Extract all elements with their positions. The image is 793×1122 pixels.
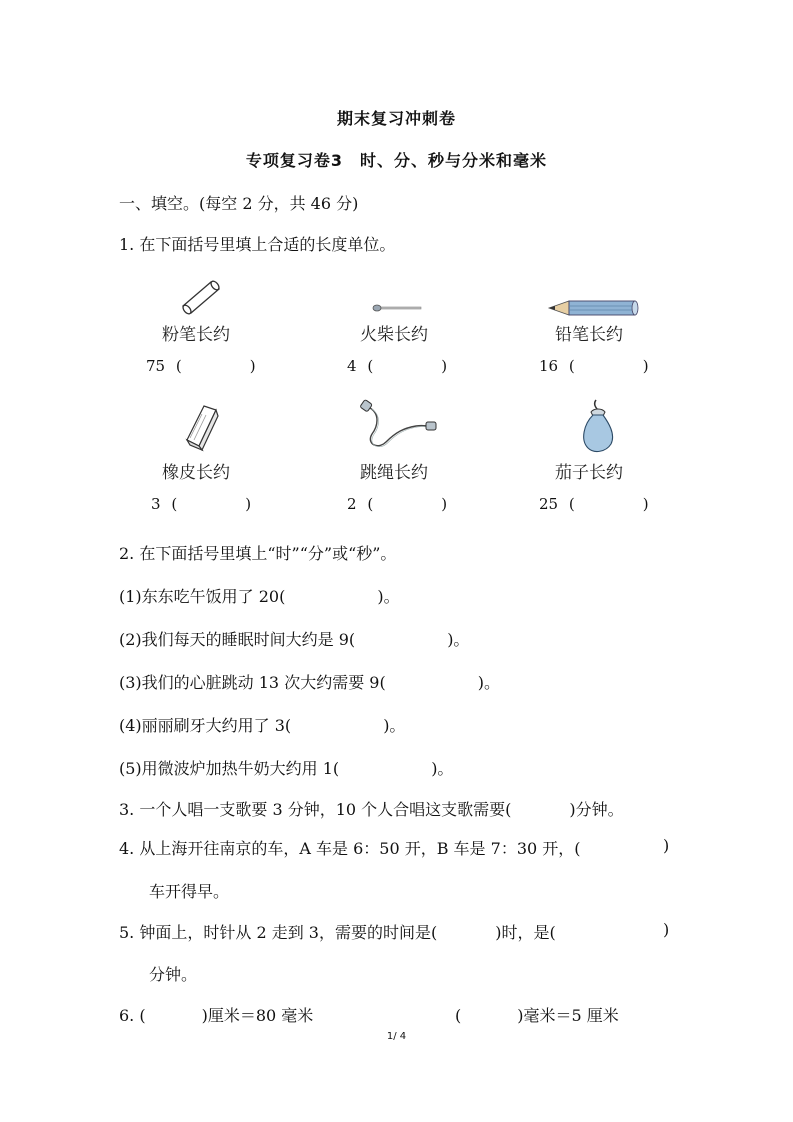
q5-text-2: )时，是( bbox=[495, 923, 556, 942]
q2-item-2-close: )。 bbox=[447, 630, 470, 649]
q3-line bbox=[119, 797, 624, 820]
q2-item-4-close: )。 bbox=[383, 716, 406, 735]
q6-right-text: )毫米＝5 厘米 bbox=[517, 1006, 619, 1025]
q2-item-4-text: (4)丽丽刷牙大约用了 3( bbox=[119, 716, 292, 735]
q2-item-1-close: )。 bbox=[377, 587, 400, 606]
q4-text: 4. 从上海开往南京的车，A 车是 6：50 开，B 车是 7：30 开，( bbox=[119, 839, 581, 858]
q6-left-text: )厘米＝80 毫米 bbox=[201, 1006, 314, 1025]
matchstick-icon bbox=[372, 303, 424, 313]
eggplant-icon bbox=[578, 396, 618, 454]
q1-number-matchstick: 4 bbox=[347, 357, 357, 375]
q1-number-eraser: 3 bbox=[151, 495, 161, 513]
q1-caption-matchstick: 火柴长约 bbox=[360, 325, 428, 345]
q1-number-jump-rope: 2 bbox=[347, 495, 357, 513]
q6-right bbox=[455, 1003, 619, 1026]
q2-item-3-close: )。 bbox=[477, 673, 500, 692]
q4-line-2: 车开得早。 bbox=[149, 882, 230, 901]
q2-item-1-text: (1)东东吃午饭用了 20( bbox=[119, 587, 286, 606]
q1-caption-eggplant: 茄子长约 bbox=[555, 463, 623, 483]
q2-prompt: 2. 在下面括号里填上“时”“分”或“秒”。 bbox=[119, 544, 397, 563]
q2-item-2-text: (2)我们每天的睡眠时间大约是 9( bbox=[119, 630, 356, 649]
section-heading: 一、填空。(每空 2 分，共 46 分) bbox=[119, 194, 359, 213]
q2-item-4 bbox=[119, 713, 405, 736]
q1-answer-jump-rope: 2 ( ) bbox=[347, 495, 448, 513]
q5-line-2: 分钟。 bbox=[149, 965, 198, 984]
q2-item-3-text: (3)我们的心脏跳动 13 次大约需要 9( bbox=[119, 673, 386, 692]
q1-caption-jump-rope: 跳绳长约 bbox=[360, 463, 428, 483]
q5-blank-2[interactable] bbox=[612, 920, 660, 940]
q1-caption-eraser: 橡皮长约 bbox=[162, 463, 230, 483]
page-title: 期末复习冲刺卷 bbox=[336, 109, 456, 128]
q2-item-3 bbox=[119, 670, 500, 693]
q4-close: ) bbox=[663, 836, 670, 855]
q5-line-1 bbox=[119, 920, 556, 943]
q1-number-eggplant: 25 bbox=[539, 495, 559, 513]
q1-caption-pencil: 铅笔长约 bbox=[555, 325, 623, 345]
q6-left-open: 6. ( bbox=[119, 1006, 146, 1025]
q5-close: ) bbox=[663, 920, 670, 939]
q1-prompt: 1. 在下面括号里填上合适的长度单位。 bbox=[119, 235, 396, 254]
q1-answer-chalk: 75 ( ) bbox=[146, 357, 256, 375]
q1-number-chalk: 75 bbox=[146, 357, 166, 375]
q1-caption-chalk: 粉笔长约 bbox=[162, 325, 230, 345]
q2-item-5-text: (5)用微波炉加热牛奶大约用 1( bbox=[119, 759, 340, 778]
q6-right-open: ( bbox=[455, 1006, 462, 1025]
q1-answer-pencil: 16 ( ) bbox=[539, 357, 649, 375]
q5-text: 5. 钟面上，时针从 2 走到 3，需要的时间是( bbox=[119, 923, 438, 942]
q3-text: 3. 一个人唱一支歌要 3 分钟，10 个人合唱这支歌需要( bbox=[119, 800, 512, 819]
q2-item-5 bbox=[119, 756, 453, 779]
q1-answer-matchstick: 4 ( ) bbox=[347, 357, 448, 375]
q3-close: )分钟。 bbox=[569, 800, 624, 819]
eraser-icon bbox=[182, 400, 222, 452]
q4-blank[interactable] bbox=[612, 836, 660, 856]
pencil-icon bbox=[547, 297, 643, 319]
q2-item-1 bbox=[119, 584, 400, 607]
q2-item-5-close: )。 bbox=[431, 759, 454, 778]
page-number: 1/ 4 bbox=[386, 1031, 407, 1042]
q1-answer-eraser: 3 ( ) bbox=[151, 495, 252, 513]
q1-number-pencil: 16 bbox=[539, 357, 559, 375]
q2-item-2 bbox=[119, 627, 469, 650]
q6-left bbox=[119, 1003, 313, 1026]
page-subtitle: 专项复习卷3 时、分、秒与分米和毫米 bbox=[245, 151, 548, 170]
jump-rope-icon bbox=[358, 398, 438, 454]
q1-answer-eggplant: 25 ( ) bbox=[539, 495, 649, 513]
chalk-icon bbox=[177, 276, 223, 316]
q4-line-1 bbox=[119, 836, 581, 859]
